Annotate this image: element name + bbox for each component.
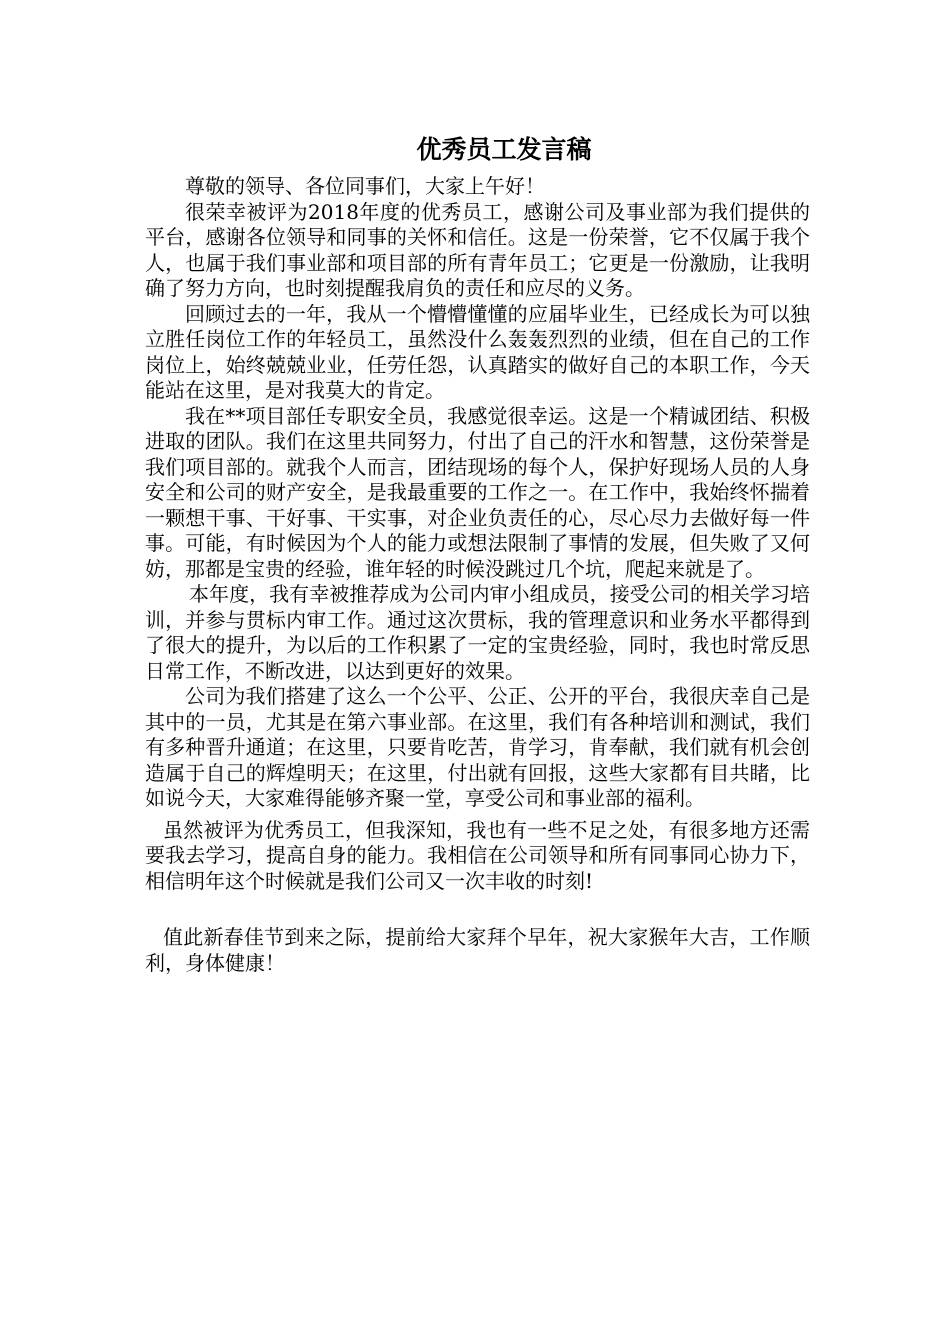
paragraph-review: 回顾过去的一年，我从一个懵懵懂懂的应届毕业生，已经成长为可以独立胜任岗位工作的年轻员工，虽然没什么轰轰烈烈的业绩，但在自己的工作岗位上，始终兢兢业业，任劳任怨，认真踏实的做好自己的本职工作，今天能站在这里，是对我莫大的肯定。 <box>145 301 810 402</box>
paragraph-safety-officer: 我在**项目部任专职安全员，我感觉很幸运。这是一个精诚团结、积极进取的团队。我们在这里共同努力，付出了自己的汗水和智慧，这份荣誉是我们项目部的。就我个人而言，团结现场的每个人，保护好现场人员的人身安全和公司的财产安全，是我最重要的工作之一。在工作中，我始终怀揣着一颗想干事、干好事、干实事，对企业负责任的心，尽心尽力去做好每一件事。可能，有时候因为个人的能力或想法限制了事情的发展，但失败了又何妨，那都是宝贵的经验，谁年轻的时候没跳过几个坑，爬起来就是了。 <box>145 403 810 581</box>
closing-blessing: 值此新春佳节到来之际，提前给大家拜个早年，祝大家猴年大吉，工作顺利，身体健康！ <box>145 925 810 975</box>
greeting-paragraph: 尊敬的领导、各位同事们，大家上午好！ <box>185 174 545 198</box>
paragraph-company-platform: 公司为我们搭建了这么一个公平、公正、公开的平台，我很庆幸自己是其中的一员，尤其是在第六事业部。在这里，我们有各种培训和测试，我们有多种晋升通道；在这里，只要肯吃苦，肯学习，肯奉献，我们就有机会创造属于自己的辉煌明天；在这里，付出就有回报，这些大家都有目共睹，比如说今天，大家难得能够齐聚一堂，享受公司和事业部的福利。 <box>145 684 810 810</box>
document-body <box>145 174 810 976</box>
paragraph-self-improvement: 虽然被评为优秀员工，但我深知，我也有一些不足之处，有很多地方还需要我去学习，提高自身的能力。我相信在公司领导和所有同事同心协力下，相信明年这个时候就是我们公司又一次丰收的时刻! <box>145 817 810 893</box>
paragraph-internal-audit: 本年度，我有幸被推荐成为公司内审小组成员，接受公司的相关学习培训，并参与贯标内审工作。通过这次贯标，我的管理意识和业务水平都得到了很大的提升，为以后的工作积累了一定的宝贵经验，同时，我也时常反思日常工作，不断改进，以达到更好的效果。 <box>145 582 810 683</box>
paragraph-honor: 很荣幸被评为2018年度的优秀员工，感谢公司及事业部为我们提供的平台，感谢各位领导和同事的关怀和信任。这是一份荣誉，它不仅属于我个人，也属于我们事业部和项目部的所有青年员工；它更是一份激励，让我明确了努力方向，也时刻提醒我肩负的责任和应尽的义务。 <box>145 199 810 300</box>
document-title: 优秀员工发言稿 <box>416 135 592 164</box>
